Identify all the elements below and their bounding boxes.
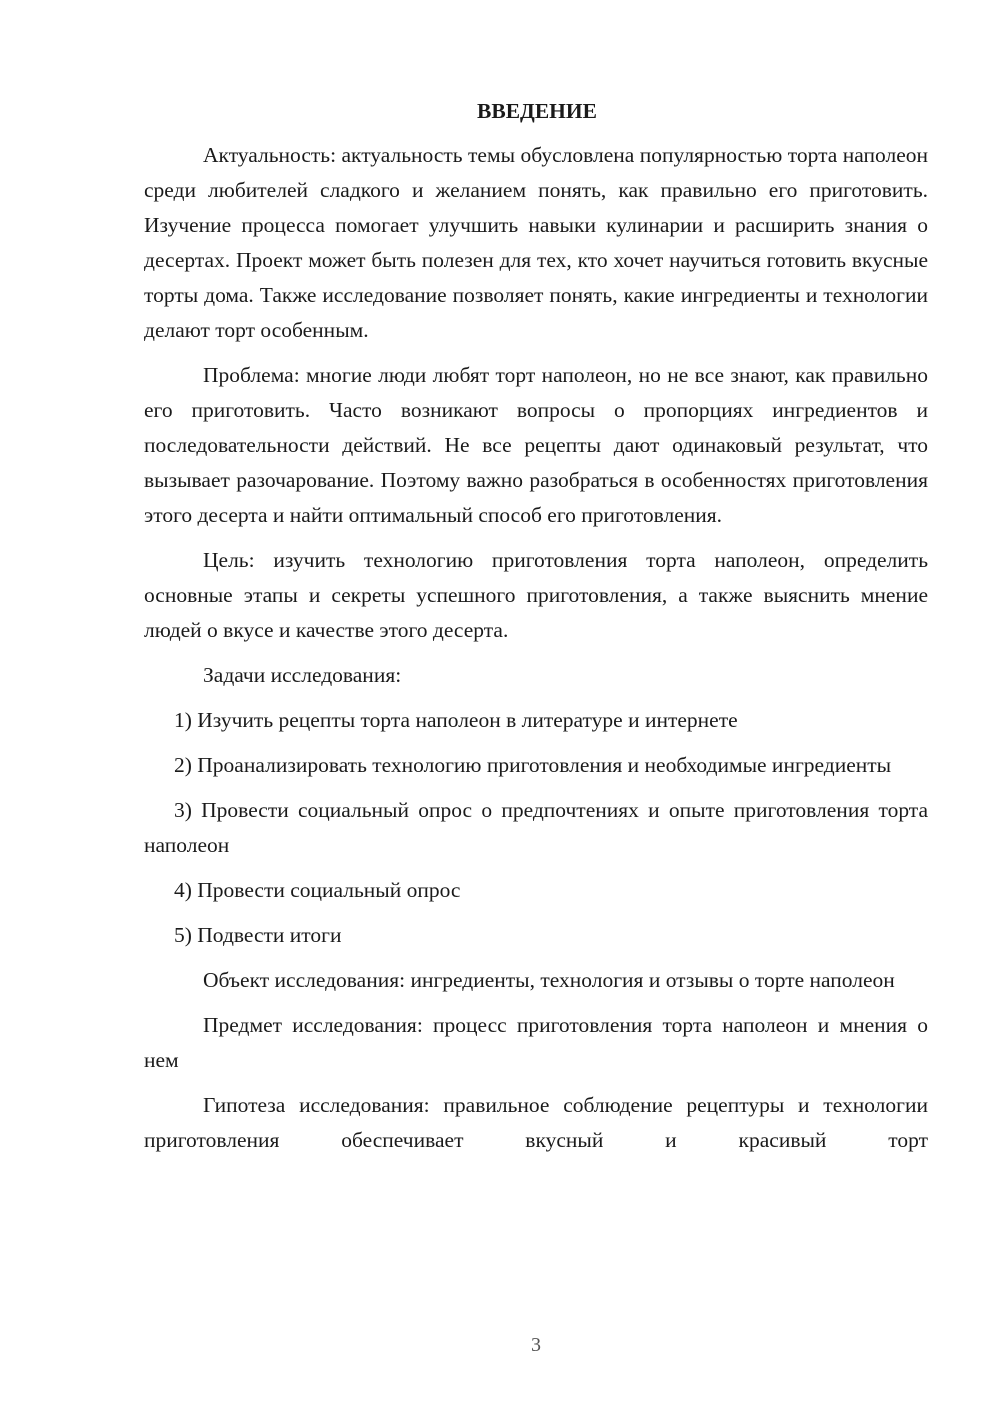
document-page [144,96,928,1168]
task-item: 1) Изучить рецепты торта наполеон в литературе и интернете [174,708,738,732]
paragraph-relevance: Актуальность: актуальность темы обусловлена популярностью торта наполеон среди любителей сладкого и желанием понять, как правильно его приготовить. Изучение процесса помогает улучшить навыки кулинарии и расширить знания о десертах. Проект может быть полезен для тех, кто хочет научиться готовить вкусные торты дома. Также исследование позволяет понять, какие ингредиенты и технологии делают торт особенным. [144,143,928,342]
page-number: 3 [531,1334,541,1356]
tasks-heading: Задачи исследования: [203,663,402,687]
paragraph-hypothesis: Гипотеза исследования: правильное соблюдение рецептуры и технологии приготовления обеспечивает вкусный и красивый торт [144,1093,928,1152]
paragraph-problem: Проблема: многие люди любят торт наполеон, но не все знают, как правильно его приготовить. Часто возникают вопросы о пропорциях ингредиентов и последовательности действий. Не все рецепты дают одинаковый результат, что вызывает разочарование. Поэтому важно разобраться в особенностях приготовления этого десерта и найти оптимальный способ его приготовления. [144,363,928,527]
paragraph-object: Объект исследования: ингредиенты, технология и отзывы о торте наполеон [203,968,895,992]
task-item: 2) Проанализировать технологию приготовления и необходимые ингредиенты [174,753,892,777]
page-title: ВВЕДЕНИЕ [477,99,597,123]
task-item: 5) Подвести итоги [174,923,342,947]
paragraph-goal: Цель: изучить технологию приготовления торта наполеон, определить основные этапы и секреты успешного приготовления, а также выяснить мнение людей о вкусе и качестве этого десерта. [144,548,928,642]
task-item: 4) Провести социальный опрос [174,878,461,902]
task-item: 3) Провести социальный опрос о предпочтениях и опыте приготовления торта наполеон [144,798,928,857]
paragraph-subject: Предмет исследования: процесс приготовления торта наполеон и мнения о нем [144,1013,928,1072]
